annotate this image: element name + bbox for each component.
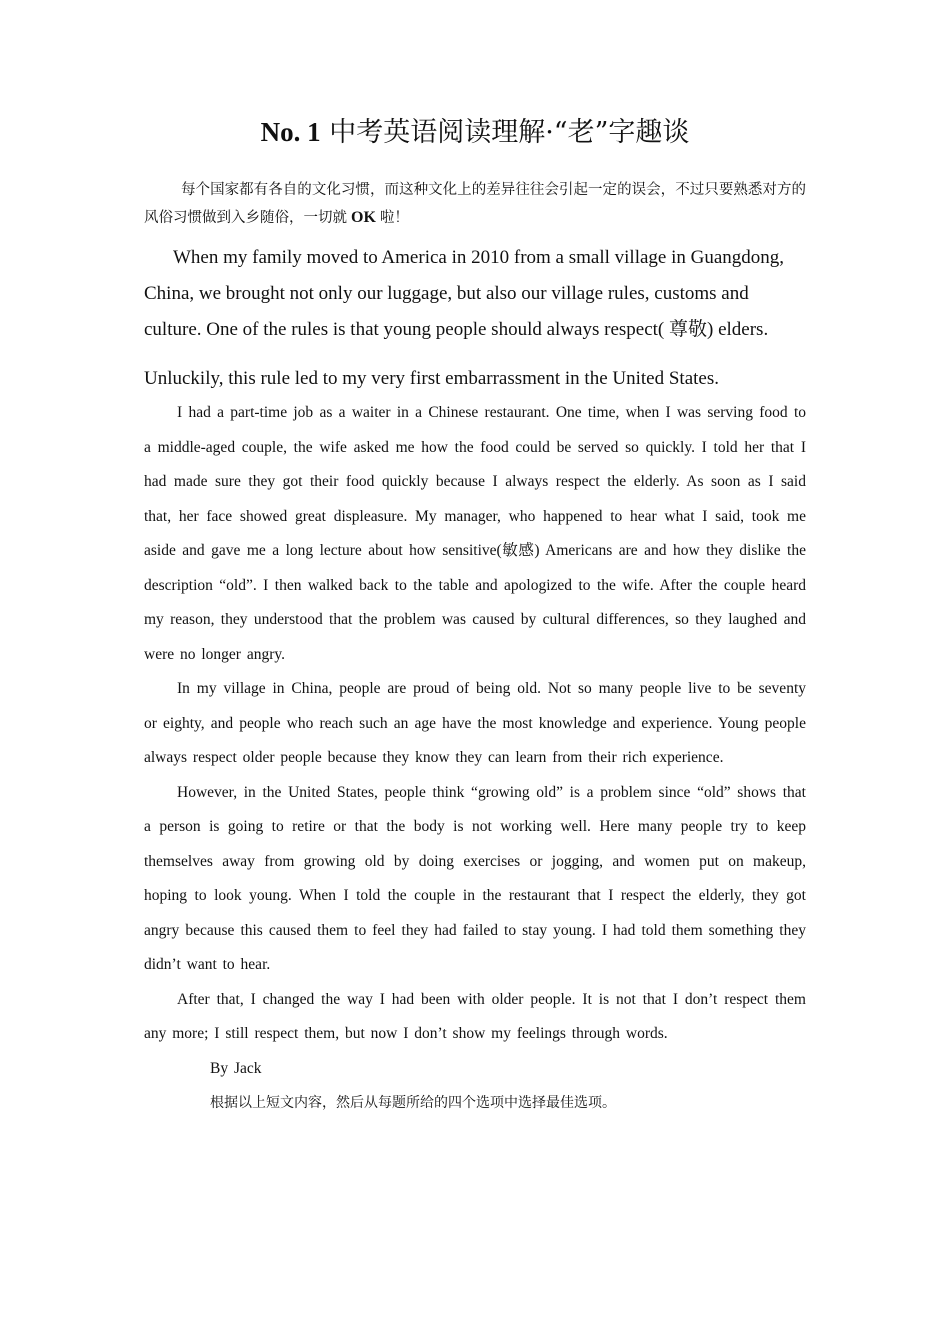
- lead-paragraph: [144, 240, 806, 396]
- title-text: 中考英语阅读理解·“老”字趣谈: [320, 117, 690, 148]
- lead-line: When my family moved to America in 2010 from a small village in Guangdong,: [173, 247, 785, 268]
- article-paragraph: I had a part-time job as a waiter in a Chinese restaurant. One time, when I was serving food to a middle-aged couple, the wife asked me how the food could be served so quickly. I told her that I had made sure they got their food quickly because I always respect the elderly. As soon as I said that, her face showed great displeasure. My manager, who happened to hear what I said, took me aside and gave me a long lecture about how sensitive(敏感) Americans are and how they dislike the description “old”. I then walked back to the table and apologized to the wife. After the couple heard my reason, they understood that the problem was caused by cultural differences, so they laughed and were no longer angry.: [144, 404, 806, 663]
- page-title: [0, 112, 950, 153]
- article-paragraph: After that, I changed the way I had been with older people. It is not that I don’t respect them any more; I still respect them, but now I don’t show my feelings through words.: [144, 990, 806, 1042]
- article-paragraph: In my village in China, people are proud of being old. Not so many people live to be seventy or eighty, and people who reach such an age have the most knowledge and experience. Young people always respect older people because they know they can learn from their rich experience.: [144, 680, 806, 766]
- byline: By Jack: [210, 1059, 262, 1077]
- lead-line: Unluckily, this rule led to my very first embarrassment in the United States.: [144, 368, 719, 389]
- intro-text-after: 啦！: [379, 210, 409, 226]
- intro-bold-ok: OK: [347, 209, 380, 226]
- article-paragraph: However, in the United States, people think “growing old” is a problem since “old” shows that a person is going to retire or that the body is not working well. Here many people try to keep themselves away from growing old by doing exercises or jogging, and women put on makeup, hoping to look young. When I told the couple in the restaurant that I respect the elderly, they got angry because this caused them to feel they had failed to stay young. I had told them something they didn’t want to hear.: [144, 783, 806, 973]
- intro-text-before: 每个国家都有各自的文化习惯，而这种文化上的差异往往会引起一定的误会，不过只要熟悉对方的风俗习惯做到入乡随俗，一切就: [144, 182, 806, 226]
- title-number: No. 1: [260, 117, 321, 147]
- chinese-intro: [144, 177, 806, 232]
- lead-line: China, we brought not only our luggage, but also our village rules, customs and: [144, 283, 749, 304]
- lead-line: culture. One of the rules is that young people should always respect( 尊敬) elders.: [144, 319, 769, 340]
- question-instruction: 根据以上短文内容，然后从每题所给的四个选项中选择最佳选项。: [210, 1095, 616, 1111]
- article-body: [144, 396, 806, 1121]
